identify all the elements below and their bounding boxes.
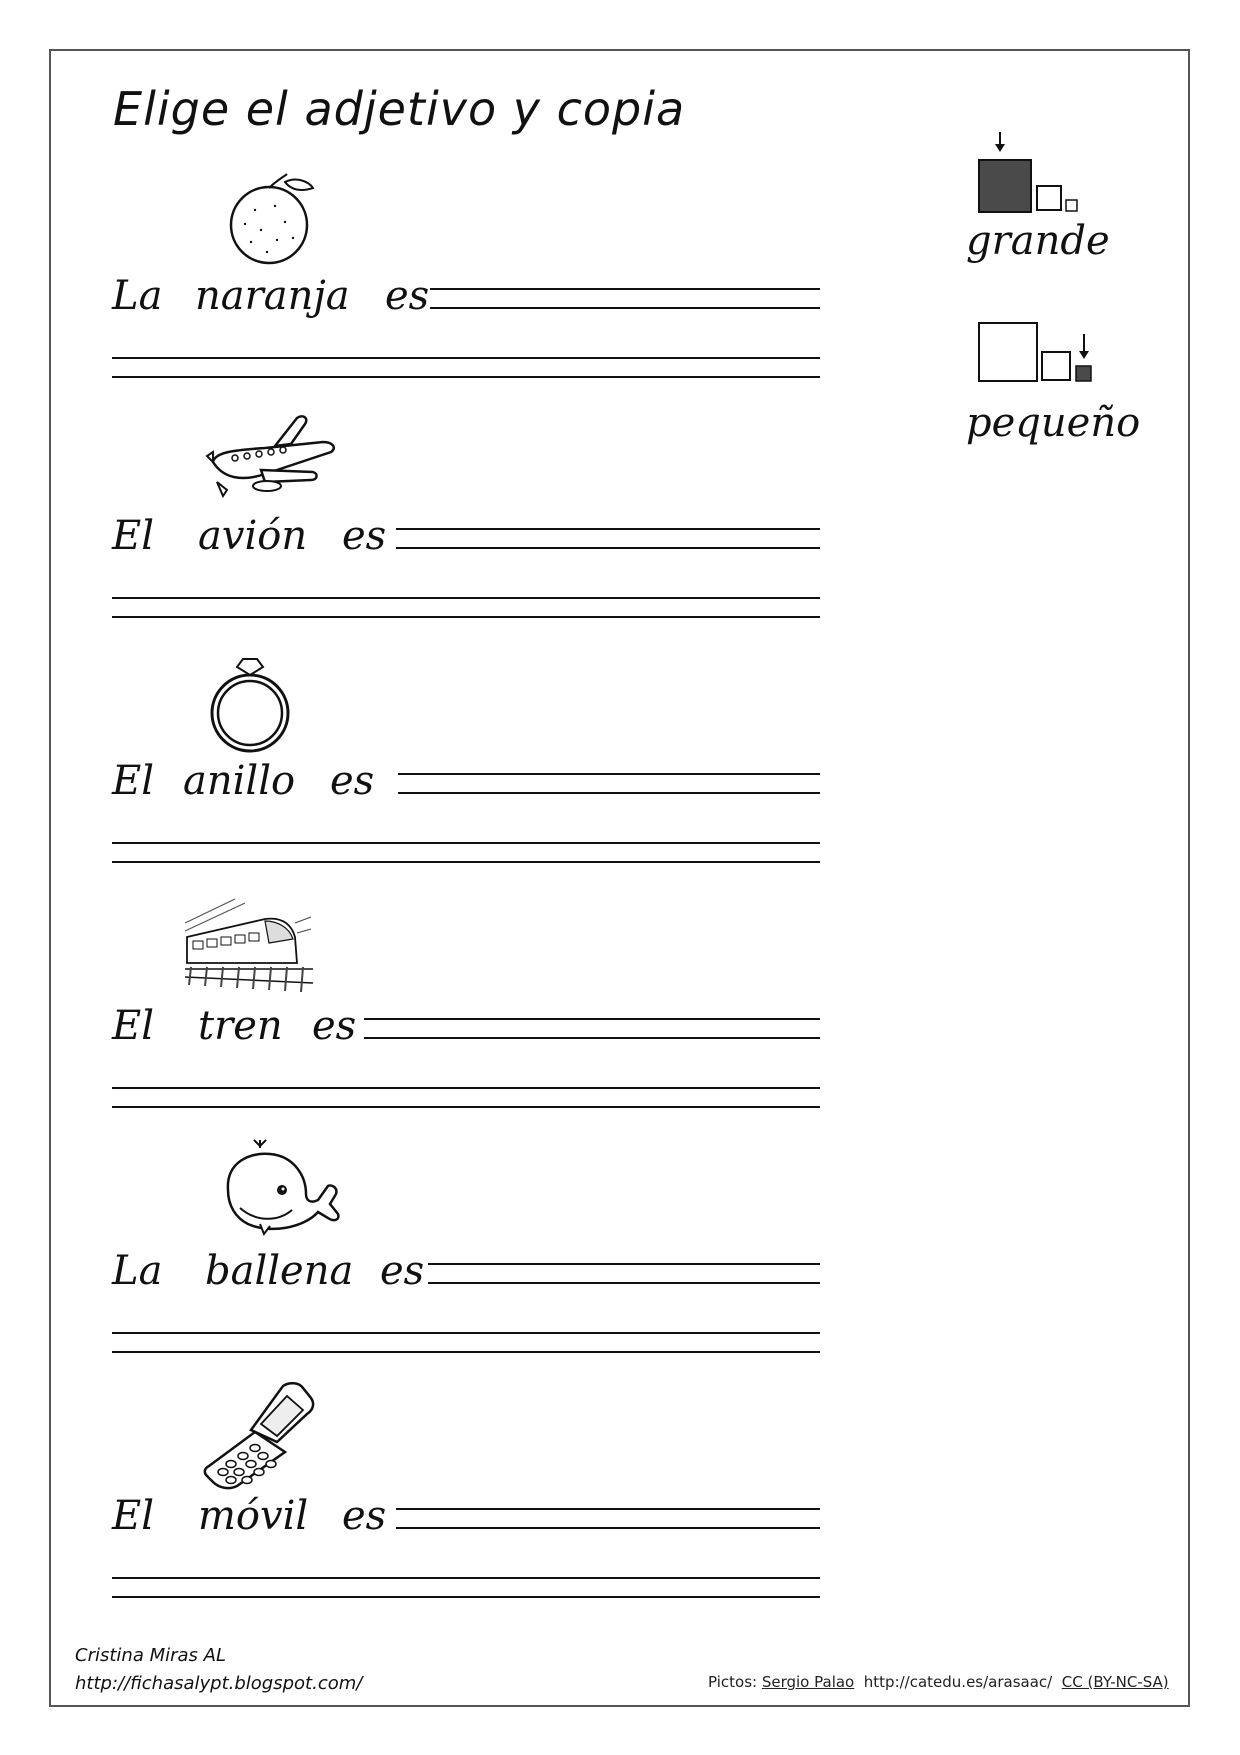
ring-icon (205, 655, 295, 755)
pictos-url: http://catedu.es/arasaac/ (863, 1673, 1053, 1691)
train-icon (185, 893, 313, 995)
writing-line (112, 616, 820, 618)
row-article: El (112, 1493, 154, 1539)
writing-line (112, 376, 820, 378)
size-squares-big-icon (978, 158, 1088, 214)
writing-line (430, 307, 820, 309)
writing-line (112, 842, 820, 844)
orange-icon (225, 170, 325, 266)
writing-line (112, 1106, 820, 1108)
mobile-phone-icon (203, 1382, 323, 1492)
whale-icon (220, 1138, 345, 1238)
pictos-label: Pictos: (708, 1673, 758, 1691)
row-article: El (112, 1003, 154, 1049)
writing-line (428, 1282, 820, 1284)
writing-line (396, 528, 820, 530)
size-squares-small-icon (978, 320, 1106, 386)
writing-line (112, 357, 820, 359)
row-noun: anillo (183, 758, 296, 804)
legend-big-label: grande (966, 218, 1110, 264)
row-article: La (112, 273, 163, 319)
writing-line (398, 773, 820, 775)
writing-line (112, 1332, 820, 1334)
writing-line (364, 1018, 820, 1020)
row-noun: avión (198, 513, 308, 559)
row-verb: es (342, 1493, 387, 1539)
pictos-author: Sergio Palao (761, 1673, 855, 1691)
writing-line (396, 547, 820, 549)
footer-blog-url: http://fichasalypt.blogspot.com/ (75, 1673, 363, 1694)
row-noun: móvil (198, 1493, 309, 1539)
writing-line (398, 792, 820, 794)
row-noun: ballena (205, 1248, 354, 1294)
row-verb: es (312, 1003, 357, 1049)
writing-line (430, 288, 820, 290)
airplane-icon (205, 412, 340, 512)
legend-small-label: pequeño (966, 400, 1141, 446)
row-article: El (112, 758, 154, 804)
row-article: La (112, 1248, 163, 1294)
row-noun: tren (198, 1003, 283, 1049)
writing-line (112, 1577, 820, 1579)
row-verb: es (342, 513, 387, 559)
row-verb: es (385, 273, 430, 319)
writing-line (112, 861, 820, 863)
footer-author: Cristina Miras AL (75, 1645, 226, 1666)
license: CC (BY-NC-SA) (1061, 1673, 1169, 1691)
writing-line (396, 1508, 820, 1510)
writing-line (112, 1351, 820, 1353)
page-title: Elige el adjetivo y copia (113, 82, 686, 136)
row-article: El (112, 513, 154, 559)
row-noun: naranja (195, 273, 350, 319)
writing-line (112, 1596, 820, 1598)
row-verb: es (330, 758, 375, 804)
writing-line (396, 1527, 820, 1529)
writing-line (112, 1087, 820, 1089)
writing-line (112, 597, 820, 599)
row-verb: es (380, 1248, 425, 1294)
writing-line (428, 1263, 820, 1265)
writing-line (364, 1037, 820, 1039)
footer-credits (708, 1673, 1169, 1691)
